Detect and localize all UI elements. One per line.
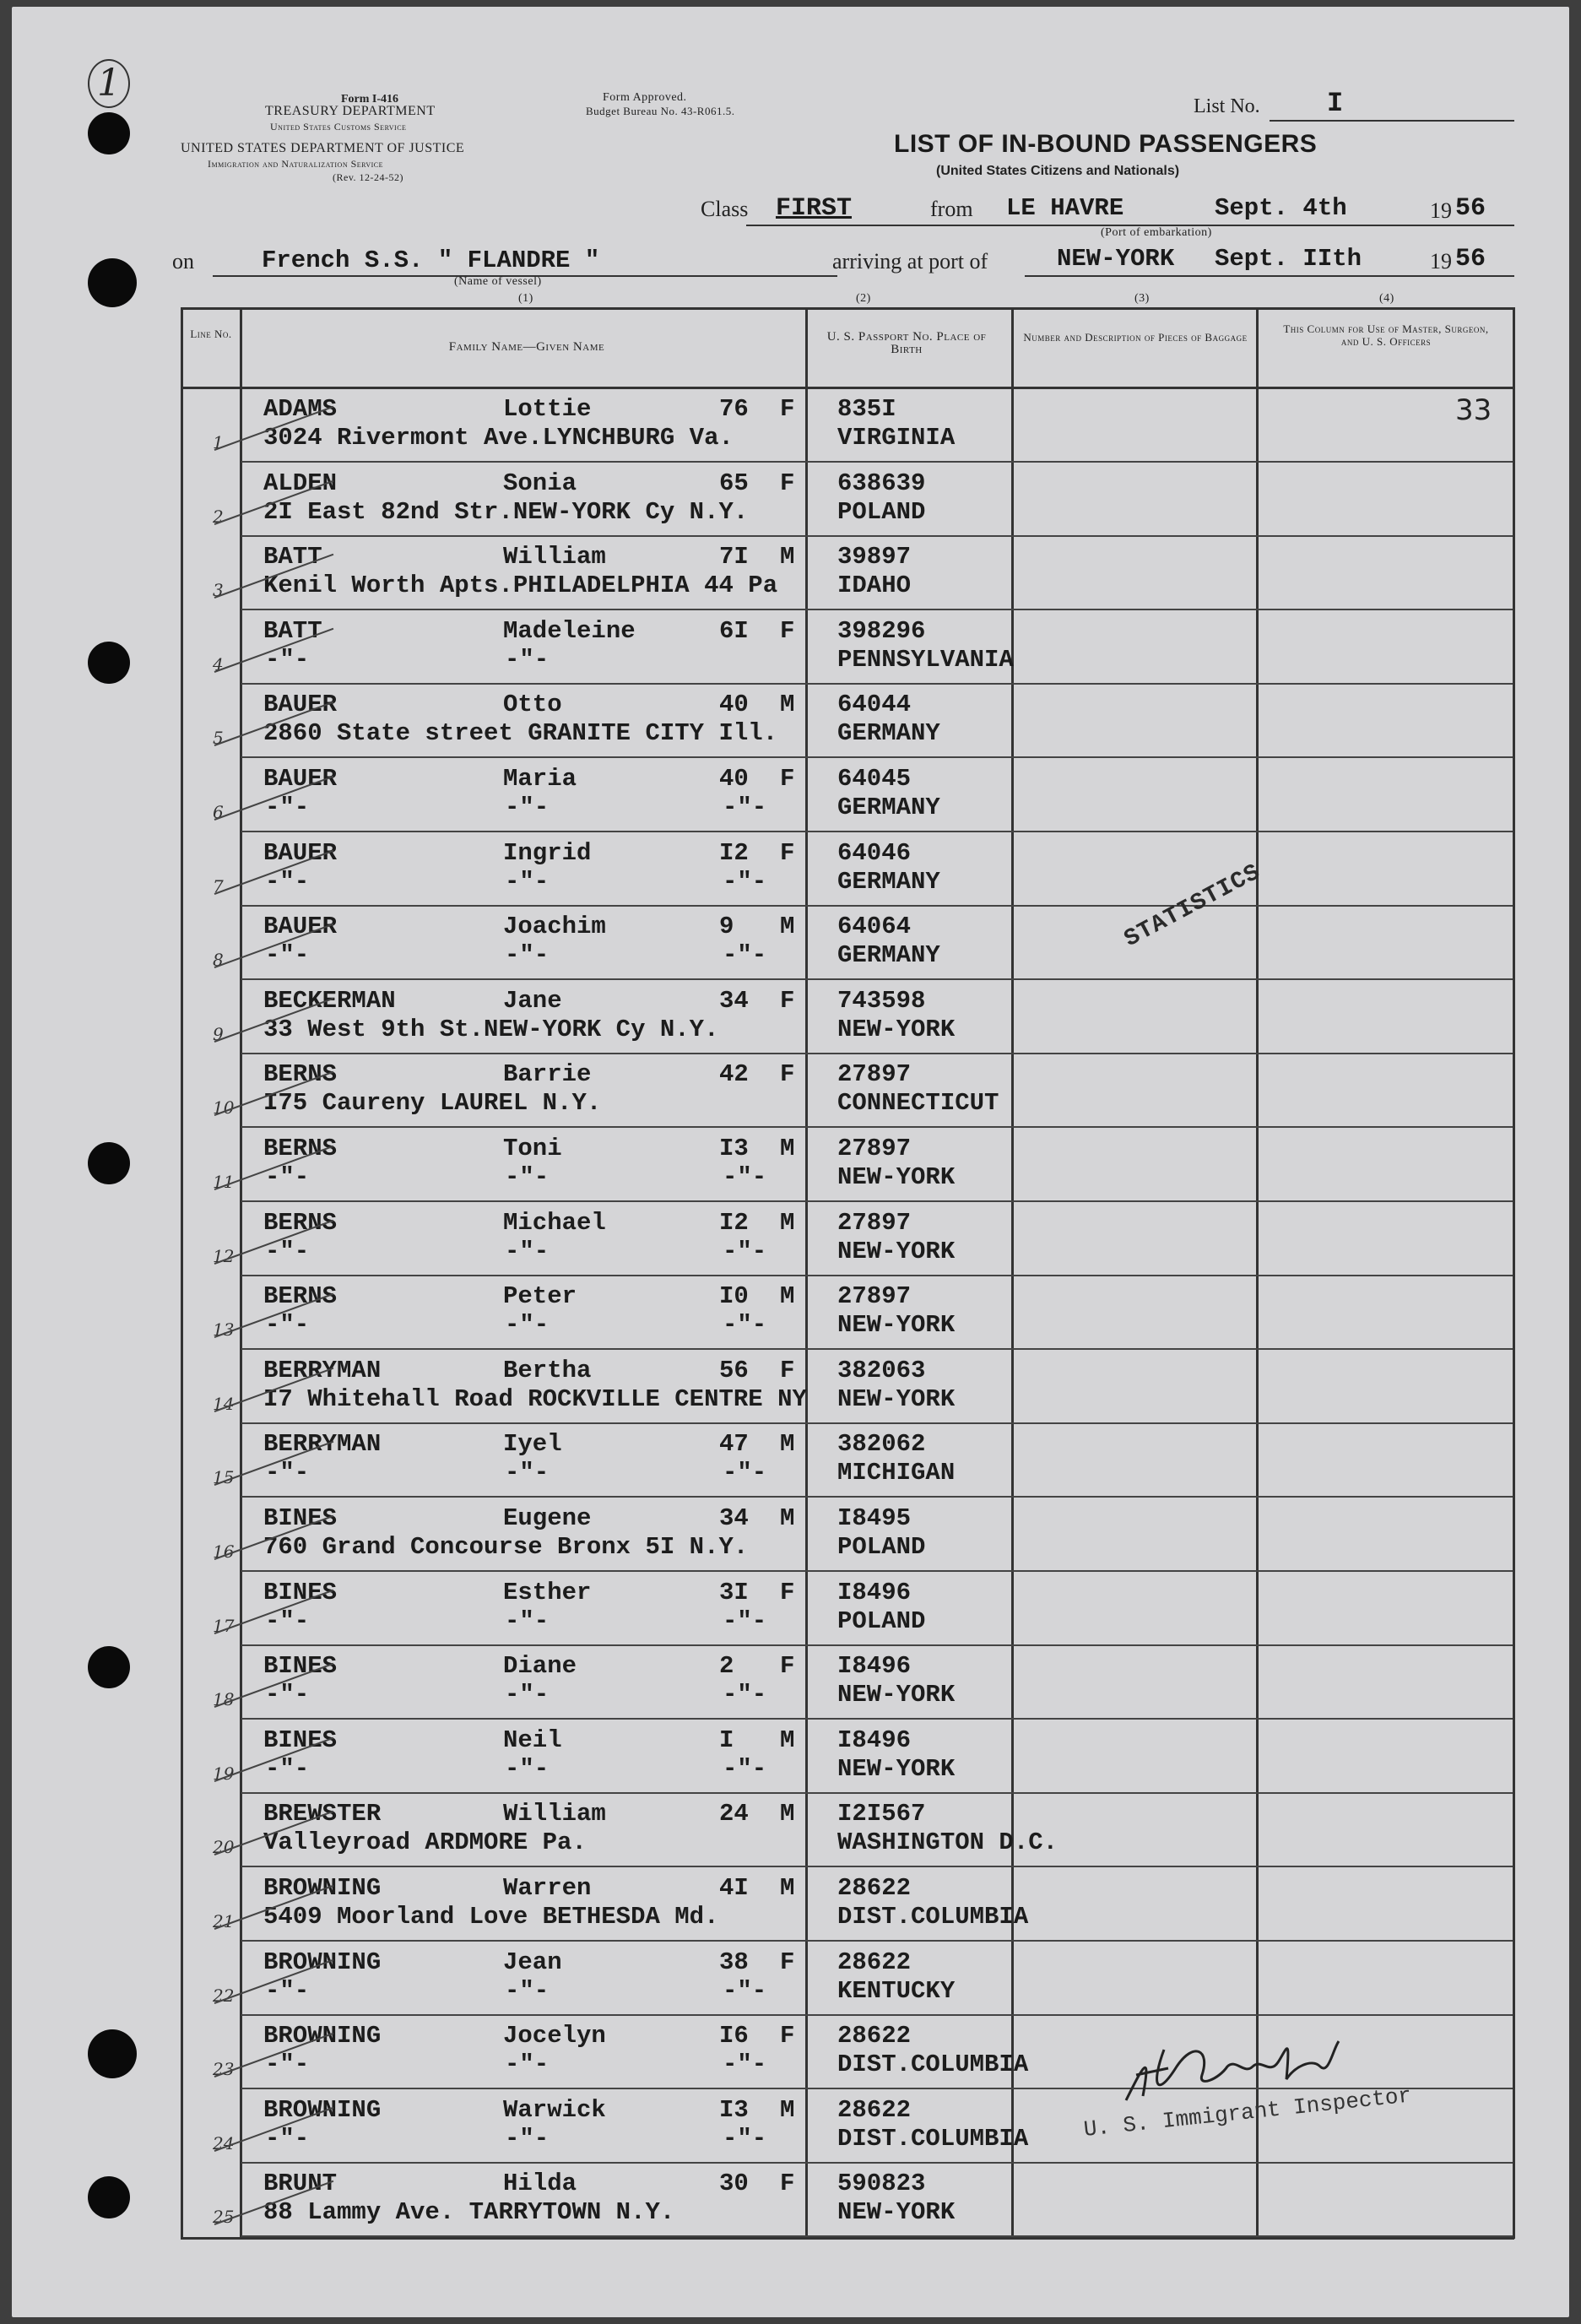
given-name: Joachim [503,913,606,941]
ditto-age: -"- [723,1681,767,1709]
age: 42 [719,1060,749,1089]
passport-number: 27897 [837,1208,912,1237]
col-num-4: (4) [1379,292,1394,305]
ditto-given: -"- [505,941,550,970]
place-of-birth: GERMANY [837,794,940,821]
address: -"- [265,645,310,674]
passport-number: 382063 [837,1356,926,1384]
passenger-row [12,1276,1569,1350]
place-of-birth: VIRGINIA [837,424,956,452]
ditto-given: -"- [505,867,550,896]
ditto-age: -"- [723,2124,767,2153]
given-name: Maria [503,765,577,793]
age: 7I [719,543,749,572]
budget-bureau: Budget Bureau No. 43-R061.5. [586,105,735,117]
col-header-name: Family Name—Given Name [448,340,605,354]
age: I3 [719,1135,749,1162]
passenger-row [12,1350,1569,1424]
passport-number: I8495 [837,1504,912,1532]
address: -"- [265,1459,310,1487]
from-label: from [930,197,973,221]
age: I2 [719,838,749,867]
passport-number: 64044 [837,691,912,719]
line-number: 4 [213,653,224,674]
place-of-birth: CONNECTICUT [837,1089,999,1118]
family-name: BECKERMAN [263,986,396,1015]
sex: F [780,986,795,1015]
passenger-row [12,1128,1569,1202]
place-of-birth: POLAND [837,1533,926,1561]
doj: UNITED STATES DEPARTMENT OF JUSTICE [181,141,465,155]
age: 56 [719,1356,749,1384]
passport-number: 27897 [837,1060,912,1089]
place-of-birth: NEW-YORK [837,2198,956,2227]
passport-number: 28622 [837,2095,912,2124]
ditto-age: -"- [723,941,767,970]
passport-number: 28622 [837,1874,912,1902]
ditto-age: -"- [723,1606,767,1635]
class-label: Class [701,197,749,221]
line-number: 14 [213,1393,235,1414]
ditto-given: -"- [505,1163,550,1191]
address: -"- [265,794,310,821]
passport-number: 64045 [837,765,912,793]
given-name: Otto [503,691,562,719]
place-of-birth: NEW-YORK [837,1015,956,1043]
line-number: 19 [213,1763,235,1784]
col-header-officers: This Column for Use of Master, Surgeon, and U. S. Officers [1283,322,1489,348]
list-no-label: List No. [1194,95,1260,117]
ditto-age: -"- [723,1754,767,1783]
given-name: Ingrid [503,838,592,867]
embark-caption: (Port of embarkation) [1101,226,1212,239]
sex: F [780,616,795,645]
age: 24 [719,1800,749,1828]
sex: M [780,2095,795,2124]
line-number: 3 [213,580,224,601]
place-of-birth: DIST.COLUMBIA [837,1903,1029,1931]
passenger-row [12,1054,1569,1128]
address: -"- [265,1237,310,1265]
line-number: 8 [213,950,224,971]
family-name: BERRYMAN [263,1430,382,1459]
place-of-birth: KENTUCKY [837,1976,956,2005]
given-name: Michael [503,1208,606,1237]
ditto-age: -"- [723,1311,767,1340]
address: -"- [265,2124,310,2153]
line-number: 15 [213,1467,235,1488]
list-subtitle: (United States Citizens and Nationals) [936,164,1180,178]
age: 40 [719,765,749,793]
passport-number: 638639 [837,469,926,497]
passport-number: 27897 [837,1282,912,1311]
line-number: 23 [213,2059,235,2080]
age: I [719,1725,734,1754]
passenger-row [12,610,1569,685]
family-name: BAUER [263,838,338,867]
ditto-age: -"- [723,1163,767,1191]
sex: M [780,1800,795,1828]
line-number: 24 [213,2132,235,2153]
passport-number: 835I [837,395,896,423]
ins: Immigration and Naturalization Service [208,158,384,170]
list-no-value: I [1327,88,1344,119]
given-name: Madeleine [503,616,636,645]
address: -"- [265,867,310,896]
address: 3024 Rivermont Ave.LYNCHBURG Va. [263,424,734,452]
place-of-birth: NEW-YORK [837,1754,956,1783]
age: 34 [719,1504,749,1532]
ditto-age: -"- [723,1976,767,2005]
passport-number: 64046 [837,838,912,867]
passport-number: 28622 [837,1948,912,1976]
given-name: Jocelyn [503,2022,606,2050]
family-name: BINES [263,1725,338,1754]
address: 88 Lammy Ave. TARRYTOWN N.Y. [263,2198,675,2227]
passport-number: 64064 [837,913,912,941]
place-of-birth: MICHIGAN [837,1459,956,1487]
passenger-row [12,1645,1569,1720]
officer-count: 33 [1455,393,1492,427]
family-name: BAUER [263,691,338,719]
family-name: BINES [263,1578,338,1606]
ditto-given: -"- [505,1976,550,2005]
age: I0 [719,1282,749,1311]
arriving-label: arriving at port of [832,249,988,274]
place-of-birth: DIST.COLUMBIA [837,2050,1029,2079]
passport-number: I2I567 [837,1800,926,1828]
statistics-stamp: STATISTICS [1120,859,1265,953]
sex: F [780,2022,795,2050]
col-num-1: (1) [518,292,533,305]
col-num-2: (2) [856,292,871,305]
ditto-given: -"- [505,1459,550,1487]
address: -"- [265,1976,310,2005]
form-number: Form I-416 [341,93,399,106]
passport-number: 382062 [837,1430,926,1459]
family-name: BROWNING [263,2095,382,2124]
given-name: Lottie [503,395,592,423]
age: 2 [719,1652,734,1681]
passport-number: 28622 [837,2022,912,2050]
passport-number: 27897 [837,1135,912,1162]
sex: F [780,1578,795,1606]
family-name: BATT [263,616,322,645]
sex: M [780,1208,795,1237]
passenger-row [12,832,1569,907]
age: 4I [719,1874,749,1902]
address: 760 Grand Concourse Bronx 5I N.Y. [263,1533,749,1561]
place-of-birth: IDAHO [837,572,912,600]
inspector-caption: U. S. Immigrant Inspector [1082,2083,1413,2143]
row-rule [241,2235,1513,2237]
place-of-birth: GERMANY [837,867,940,896]
given-name: Warren [503,1874,592,1902]
on-label: on [172,249,194,274]
line-number: 16 [213,1541,235,1562]
sex: F [780,395,795,423]
place-of-birth: POLAND [837,1606,926,1635]
given-name: Barrie [503,1060,592,1089]
col-header-line: Line No. [190,328,232,340]
age: 6I [719,616,749,645]
passport-number: 590823 [837,2170,926,2198]
sex: F [780,469,795,497]
passenger-row [12,1720,1569,1794]
line-number: 11 [213,1172,235,1192]
manifest-page [12,7,1569,2317]
age: 40 [719,691,749,719]
family-name: BERNS [263,1135,338,1162]
depart-date: Sept. 4th [1215,194,1347,222]
sex: M [780,543,795,572]
age: 76 [719,395,749,423]
family-name: BROWNING [263,2022,382,2050]
ditto-given: -"- [505,1681,550,1709]
address: I75 Caureny LAUREL N.Y. [263,1089,602,1118]
sex: F [780,1356,795,1384]
arrival-year-prefix: 19 [1430,249,1452,274]
passenger-row [12,684,1569,758]
list-title: LIST OF IN-BOUND PASSENGERS [894,130,1318,158]
family-name: BERNS [263,1208,338,1237]
sex: M [780,913,795,941]
given-name: William [503,543,606,572]
passenger-row [12,1942,1569,2016]
place-of-birth: NEW-YORK [837,1311,956,1340]
place-of-birth: POLAND [837,497,926,526]
family-name: BAUER [263,765,338,793]
family-name: BERRYMAN [263,1356,382,1384]
sex: F [780,1060,795,1089]
passenger-row [12,536,1569,610]
place-of-birth: NEW-YORK [837,1237,956,1265]
given-name: Jean [503,1948,562,1976]
family-name: BATT [263,543,322,572]
family-name: BINES [263,1652,338,1681]
sex: M [780,1725,795,1754]
given-name: Diane [503,1652,577,1681]
family-name: BAUER [263,913,338,941]
arrival-year: 56 [1455,245,1486,274]
line-number: 13 [213,1319,235,1341]
col-num-3: (3) [1134,292,1150,305]
col-header-baggage: Number and Description of Pieces of Baggage [1023,331,1248,344]
ditto-age: -"- [723,2050,767,2079]
line-number: 5 [213,728,224,749]
ditto-given: -"- [505,1237,550,1265]
place-of-birth: NEW-YORK [837,1681,956,1709]
given-name: Hilda [503,2170,577,2198]
sex: F [780,765,795,793]
given-name: William [503,1800,606,1828]
line-number: 21 [213,1911,235,1931]
ditto-given: -"- [505,2124,550,2153]
passenger-row [12,980,1569,1054]
passenger-row [12,906,1569,980]
punch-hole [88,112,130,154]
form-approved: Form Approved. [603,91,687,104]
treasury-dept: TREASURY DEPARTMENT [265,104,436,118]
arrival-port: NEW-YORK [1057,245,1175,273]
place-of-birth: NEW-YORK [837,1163,956,1191]
line-number: 10 [213,1097,235,1119]
line-number: 18 [213,1689,235,1710]
passport-number: I8496 [837,1652,912,1681]
age: 34 [719,986,749,1015]
age: 65 [719,469,749,497]
line-number: 22 [213,1985,235,2006]
line-number: 25 [213,2207,235,2228]
passenger-row [12,463,1569,537]
sex: M [780,1874,795,1902]
from-port: LE HAVRE [1006,194,1124,222]
passenger-row [12,1202,1569,1276]
address: -"- [265,1754,310,1783]
given-name: Esther [503,1578,592,1606]
family-name: BREWSTER [263,1800,382,1828]
sex: M [780,1282,795,1311]
age: 38 [719,1948,749,1976]
class-value: FIRST [776,194,853,223]
given-name: Bertha [503,1356,592,1384]
given-name: Sonia [503,469,577,497]
corner-mark: 1 [88,59,130,108]
place-of-birth: NEW-YORK [837,1384,956,1413]
age: 3I [719,1578,749,1606]
customs-service: United States Customs Service [270,121,407,133]
passenger-row [12,1867,1569,1942]
given-name: Toni [503,1135,562,1162]
ditto-given: -"- [505,2050,550,2079]
given-name: Neil [503,1725,562,1754]
age: I6 [719,2022,749,2050]
ditto-age: -"- [723,867,767,896]
passenger-row [12,1423,1569,1498]
age: 47 [719,1430,749,1459]
given-name: Eugene [503,1504,592,1532]
given-name: Peter [503,1282,577,1311]
address: -"- [265,1681,310,1709]
ditto-given: -"- [505,794,550,821]
ditto-given: -"- [505,1606,550,1635]
address: -"- [265,2050,310,2079]
passport-number: 39897 [837,543,912,572]
sex: M [780,1135,795,1162]
passport-number: I8496 [837,1725,912,1754]
line-number: 20 [213,1837,235,1858]
family-name: BERNS [263,1060,338,1089]
age: 30 [719,2170,749,2198]
depart-year-prefix: 19 [1430,198,1452,223]
passport-number: 743598 [837,986,926,1015]
place-of-birth: PENNSYLVANIA [837,645,1014,674]
passenger-row [12,1793,1569,1867]
line-number: 17 [213,1615,235,1636]
line-number: 6 [213,802,224,822]
line-number: 7 [213,875,224,897]
line-number: 1 [213,432,224,452]
address: -"- [265,1163,310,1191]
col-header-passport: U. S. Passport No. Place of Birth [826,330,987,356]
place-of-birth: DIST.COLUMBIA [837,2124,1029,2153]
place-of-birth: WASHINGTON D.C. [837,1828,1059,1857]
age: 9 [719,913,734,941]
family-name: BROWNING [263,1874,382,1902]
sex: F [780,2170,795,2198]
vessel-name: French S.S. " FLANDRE " [262,246,600,274]
sex: M [780,691,795,719]
passenger-row [12,1572,1569,1646]
address: -"- [265,1311,310,1340]
sex: F [780,1948,795,1976]
ditto-given: -"- [505,645,550,674]
passport-number: I8496 [837,1578,912,1606]
family-name: ADAMS [263,395,338,423]
address: 2I East 82nd Str.NEW-YORK Cy N.Y. [263,497,749,526]
passenger-row [12,1498,1569,1572]
passport-number: 398296 [837,616,926,645]
place-of-birth: GERMANY [837,719,940,748]
form-rev: (Rev. 12-24-52) [333,171,404,183]
passenger-row [12,758,1569,832]
sex: M [780,1504,795,1532]
depart-year: 56 [1455,194,1486,223]
family-name: BERNS [263,1282,338,1311]
passenger-row [12,388,1569,463]
age: I3 [719,2095,749,2124]
ditto-age: -"- [723,794,767,821]
given-name: Iyel [503,1430,562,1459]
address: Valleyroad ARDMORE Pa. [263,1828,587,1857]
ditto-given: -"- [505,1754,550,1783]
address: Kenil Worth Apts.PHILADELPHIA 44 Pa [263,572,778,600]
address: -"- [265,941,310,970]
sex: F [780,838,795,867]
punch-hole [88,258,137,307]
line-number: 12 [213,1245,235,1266]
passenger-row [12,2163,1569,2237]
family-name: ALDEN [263,469,338,497]
family-name: BINES [263,1504,338,1532]
address: 5409 Moorland Love BETHESDA Md. [263,1903,719,1931]
ditto-age: -"- [723,1459,767,1487]
place-of-birth: GERMANY [837,941,940,970]
given-name: Warwick [503,2095,606,2124]
line-number: 2 [213,506,224,527]
age: I2 [719,1208,749,1237]
sex: F [780,1652,795,1681]
ditto-given: -"- [505,1311,550,1340]
vessel-caption: (Name of vessel) [454,275,542,288]
ditto-age: -"- [723,1237,767,1265]
line-number: 9 [213,1023,224,1044]
family-name: BROWNING [263,1948,382,1976]
given-name: Jane [503,986,562,1015]
address: I7 Whitehall Road ROCKVILLE CENTRE NY [263,1384,807,1413]
arrival-date: Sept. IIth [1215,245,1362,273]
address: -"- [265,1606,310,1635]
address: 2860 State street GRANITE CITY Ill. [263,719,778,748]
address: 33 West 9th St.NEW-YORK Cy N.Y. [263,1015,719,1043]
sex: M [780,1430,795,1459]
family-name: BRUNT [263,2170,338,2198]
